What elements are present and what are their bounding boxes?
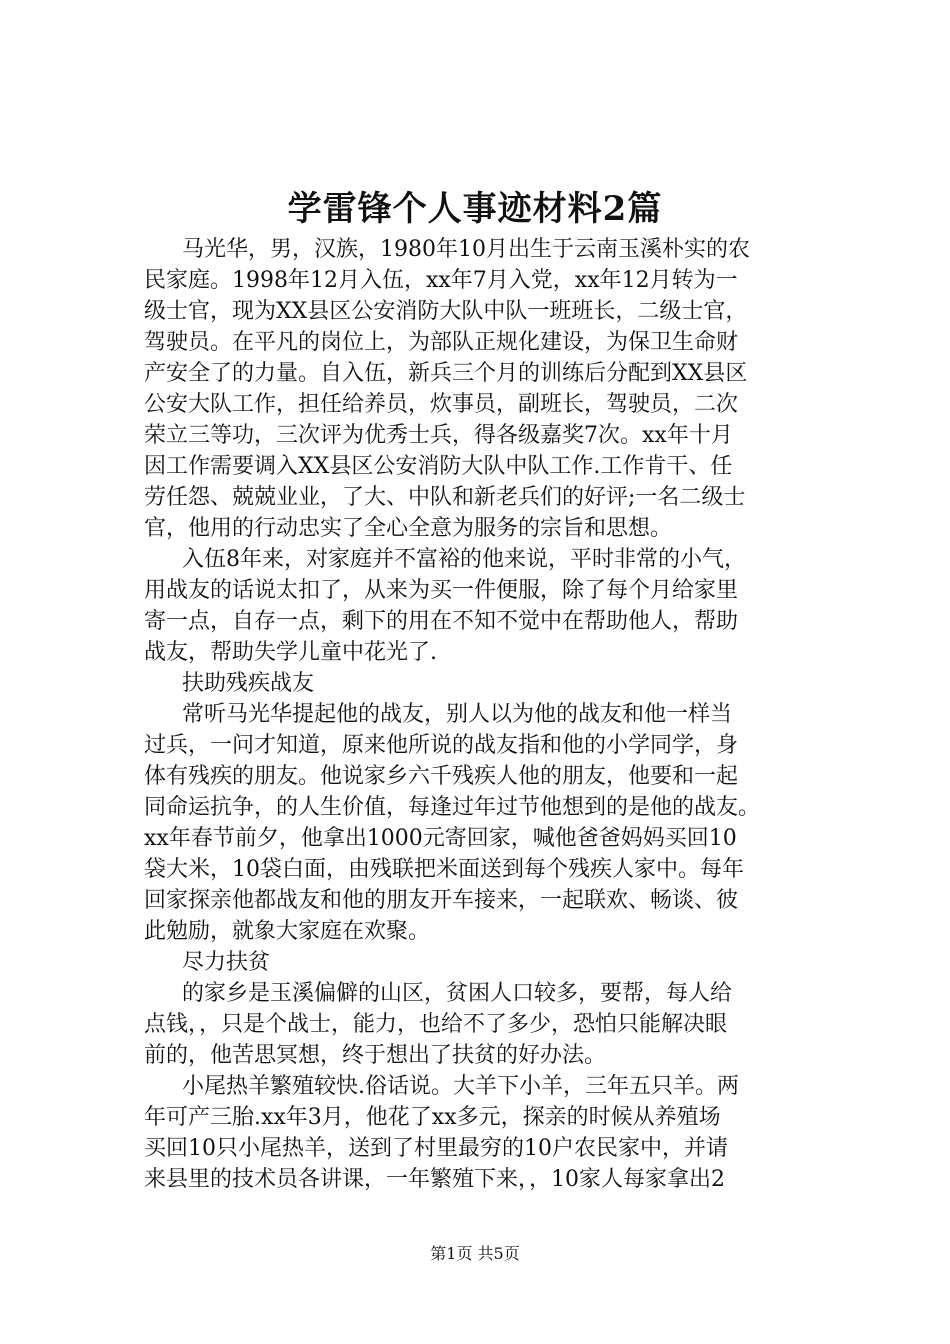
text-line: 马光华，男，汉族，1980年10月出生于云南玉溪朴实的农 [182,237,750,262]
text-line: 驾驶员。在平凡的岗位上，为部队正规化建设，为保卫生命财 [144,330,739,355]
text-line: 回家探亲他都战友和他的朋友开车接来，一起联欢、畅谈、彼 [144,888,739,913]
text-line: 年可产三胎.xx年3月，他花了xx多元，探亲的时候从养殖场 [144,1105,721,1130]
text-line: 产安全了的力量。自入伍，新兵三个月的训练后分配到XX县区 [144,361,748,386]
text-line: 前的，他苦思冥想，终于想出了扶贫的好办法。 [144,1043,607,1068]
text-line: 劳任怨、兢兢业业，了大、中队和新老兵们的好评;一名二级士 [144,485,746,510]
text-line: 入伍8年来，对家庭并不富裕的他来说，平时非常的小气， [182,547,746,572]
text-line: 民家庭。1998年12月入伍，xx年7月入党，xx年12月转为一 [144,268,738,293]
text-line: 寄一点，自存一点，剩下的用在不知不觉中在帮助他人，帮助 [144,609,739,634]
text-line: 袋大米，10袋白面，由残联把米面送到每个残疾人家中。每年 [144,857,744,882]
text-line: 荣立三等功，三次评为优秀士兵，得各级嘉奖7次。xx年十月 [144,423,733,448]
section-heading: 扶助残疾战友 [182,671,315,696]
text-line: 同命运抗争，的人生价值，每逢过年过节他想到的是他的战友。 [144,795,761,820]
text-line: 买回10只小尾热羊，送到了村里最穷的10户农民家中，并请 [144,1136,728,1161]
text-line: 公安大队工作，担任给养员，炊事员，副班长，驾驶员，二次 [144,392,739,417]
text-line: 常听马光华提起他的战友，别人以为他的战友和他一样当 [182,702,733,727]
text-line: 过兵，一问才知道，原来他所说的战友指和他的小学同学，身 [144,733,739,758]
text-line: 点钱，，只是个战士，能力，也给不了多少，恐怕只能解决眼 [144,1012,728,1037]
section-heading: 尽力扶贫 [182,950,271,975]
text-line: 因工作需要调入XX县区公安消防大队中队工作.工作肯干、任 [144,454,733,479]
text-line: 体有残疾的朋友。他说家乡六千残疾人他的朋友，他要和一起 [144,764,739,789]
text-line: xx年春节前夕，他拿出1000元寄回家，喊他爸爸妈妈买回10 [144,826,737,851]
page-footer: 第1页 共5页 [430,1244,520,1263]
text-line: 用战友的话说太扣了，从来为买一件便服，除了每个月给家里 [144,578,739,603]
text-line: 级士官，现为XX县区公安消防大队中队一班班长，二级士官， [144,299,748,324]
text-line: 的家乡是玉溪偏僻的山区，贫困人口较多，要帮，每人给 [182,981,733,1006]
text-line: 官，他用的行动忠实了全心全意为服务的宗旨和思想。 [144,516,673,541]
document-title: 学雷锋个人事迹材料2篇 [287,189,663,229]
text-line: 来县里的技术员各讲课，一年繁殖下来，，10家人每家拿出2 [144,1167,725,1192]
text-line: 小尾热羊繁殖较快.俗话说。大羊下小羊，三年五只羊。两 [182,1074,739,1099]
text-line: 此勉励，就象大家庭在欢聚。 [144,919,431,944]
text-line: 战友，帮助失学儿童中花光了. [144,640,437,665]
document-body [144,234,844,1195]
